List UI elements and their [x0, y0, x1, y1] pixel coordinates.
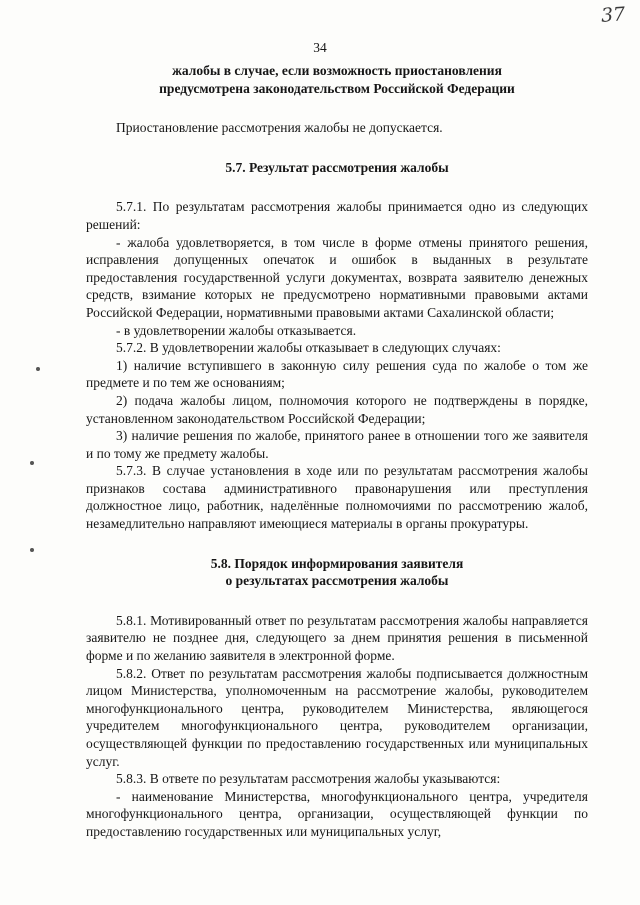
- document-body: [86, 62, 588, 841]
- paragraph-5-8-1: 5.8.1. Мотивированный ответ по результатам рассмотрения жалобы направляется заявителю не позднее дня, следующего за днем принятия решения в письменной форме и по желанию заявителя в электронной форме.: [86, 612, 588, 664]
- paragraph-5-8-3: 5.8.3. В ответе по результатам рассмотрения жалобы указываются:: [116, 771, 501, 787]
- scan-mark: [30, 461, 34, 465]
- page-number: 34: [313, 40, 327, 55]
- section-5-8-title-line-2: о результатах рассмотрения жалобы: [225, 573, 449, 589]
- paragraph-5-8-2: 5.8.2. Ответ по результатам рассмотрения жалобы подписывается должностным лицом Министерства, уполномоченным на рассмотрение жалобы, руководителем многофункционального центра, руководителем Министерства, являющегося учредителем многофункционального центра, руководителем организации, осуществляющей функции по предоставлению государственных или муниципальных услуг.: [86, 665, 588, 769]
- heading-top-line-1: жалобы в случае, если возможность приостановления: [172, 63, 502, 78]
- heading-top-line-2: предусмотрена законодательством Российской Федерации: [159, 80, 515, 96]
- paragraph-5-7-1-option-b: - в удовлетворении жалобы отказывается.: [116, 322, 357, 338]
- paragraph-5-7-3: 5.7.3. В случае установления в ходе или по результатам рассмотрения жалобы признаков состава административного правонарушения или преступления должностное лицо, работник, наделённые полномочиями по рассмотрению жалоб, незамедлительно направляют имеющиеся материалы в органы прокуратуры.: [86, 463, 588, 532]
- paragraph-5-8-3-item-a: - наименование Министерства, многофункционального центра, учредителя многофункционального центра, организации, осуществляющей функции по предоставлению государственных или муниципальных услуг,: [86, 788, 588, 839]
- paragraph-5-7-1: 5.7.1. По результатам рассмотрения жалобы принимается одно из следующих решений:: [86, 199, 588, 232]
- scan-mark: [30, 548, 34, 552]
- paragraph-5-7-1-option-a: - жалоба удовлетворяется, в том числе в форме отмены принятого решения, исправления допущенных опечаток и ошибок в выданных в результате предоставления государственной услуги документах, возврата заявителю денежных средств, взимание которых не предусмотрено нормативными правовыми актами Российской Федерации, нормативными правовыми актами Сахалинской области;: [86, 234, 588, 320]
- handwritten-page-number: 37: [600, 3, 626, 27]
- section-5-7-title: 5.7. Результат рассмотрения жалобы: [225, 159, 449, 175]
- section-5-8-title-line-1: 5.8. Порядок информирования заявителя: [210, 555, 464, 571]
- paragraph-5-7-2-item-3: 3) наличие решения по жалобе, принятого ранее в отношении того же заявителя и по тому же предмету жалобы.: [86, 428, 588, 461]
- paragraph-5-7-2: 5.7.2. В удовлетворении жалобы отказывает в следующих случаях:: [116, 340, 501, 356]
- scan-mark: [36, 367, 40, 371]
- paragraph-5-7-2-item-1: 1) наличие вступившего в законную силу решения суда по жалобе о том же предмете и по тем же основаниям;: [86, 357, 588, 391]
- paragraph-5-7-2-item-2: 2) подача жалобы лицом, полномочия которого не подтверждены в порядке, установленном законодательством Российской Федерации;: [86, 392, 588, 426]
- paragraph-suspension: Приостановление рассмотрения жалобы не допускается.: [116, 120, 443, 136]
